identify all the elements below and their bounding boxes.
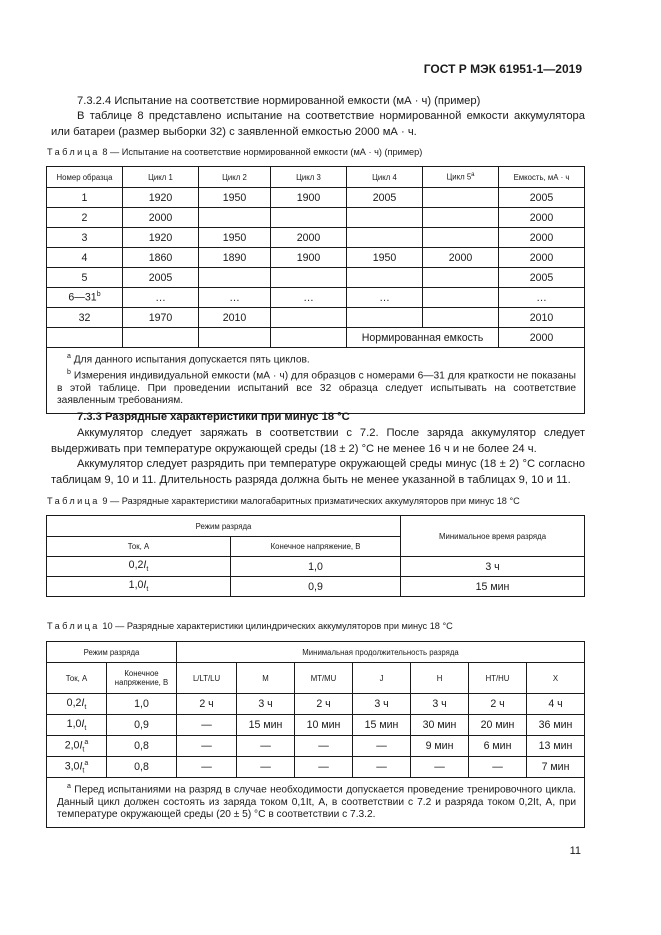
table-cell: 1860 [123,248,199,268]
table-cell: 2000 [499,208,585,228]
table-cell [347,268,423,288]
table-cell: 13 мин [527,736,585,757]
table-cell: $3,0I_t^a$ [47,757,107,778]
table-cell: … [271,288,347,308]
cell-type-header: J [353,663,411,694]
table-row [47,577,585,597]
table-cell: 2000 [499,248,585,268]
table-row [47,736,585,757]
table8-header-cell: Емкость, мА · ч [499,167,585,188]
table-cell: 2010 [199,308,271,328]
table-cell [199,268,271,288]
section-7-3-2-4-body: В таблице 8 представлено испытание на соответствие нормированной емкости аккумулятора или батареи (размер выборки 32) с заявленной емкостью 2000 мА · ч. [51,110,585,138]
table-row [47,268,585,288]
table-cell: 2 [47,208,123,228]
table-row [47,694,585,715]
footnote-a: $^a$ Для данного испытания допускается пять циклов. [67,353,310,366]
table8-footnotes-row [47,348,585,414]
table-cell: 9 мин [411,736,469,757]
cell-type-header: M [237,663,295,694]
table-cell: $0,2I_t$ [47,694,107,715]
table-cell: 30 мин [411,715,469,736]
table-row [47,328,585,348]
table-cell [271,208,347,228]
table-cell: 2 ч [295,694,353,715]
cell-type-header: H [411,663,469,694]
table-row [47,308,585,328]
section-7-3-3-paragraph-1: Аккумулятор следует заряжать в соответствии с 7.2. После заряда аккумулятор следует выдерживать при температуре окружающей среды (18 ± 2) °С не менее 16 ч и не более 24 ч. [51,427,585,455]
table-cell: 1920 [123,228,199,248]
table-cell: 2 ч [469,694,527,715]
table-cell: $1,0I_t$ [47,577,231,597]
table-cell: 2005 [499,188,585,208]
discharge-mode-header: Режим разряда [47,516,401,537]
end-voltage-header: Конечное напряжение, В [231,537,401,557]
table-cell: 1,0 [231,557,401,577]
table-cell [423,228,499,248]
table8-header-row [47,167,585,188]
table-cell: 2005 [123,268,199,288]
table-row [47,288,585,308]
table-cell: 0,9 [107,715,177,736]
table-cell [423,188,499,208]
min-duration-header: Минимальная продолжительность разряда [177,642,585,663]
table-cell: 1920 [123,188,199,208]
rated-capacity-label: Нормированная емкость [347,328,499,348]
table-cell: — [177,715,237,736]
table10-footnote-row [47,778,585,828]
table-cell: — [295,757,353,778]
table-cell: … [347,288,423,308]
table-row [47,188,585,208]
end-voltage-header: Конечное напряжение, В [107,663,177,694]
table-cell: $2,0I_t^a$ [47,736,107,757]
table-cell: 3 ч [353,694,411,715]
table-row [47,757,585,778]
current-header: Ток, А [47,663,107,694]
table-cell: 6 мин [469,736,527,757]
table-cell [423,308,499,328]
table-cell: 7 мин [527,757,585,778]
table-cell: 4 [47,248,123,268]
table8-caption: Таблица 8 — Испытание на соответствие нормированной емкости (мА · ч) (пример) [47,147,423,157]
discharge-mode-header: Режим разряда [47,642,177,663]
table-cell: 1950 [347,248,423,268]
table-cell [347,308,423,328]
table-cell [123,328,199,348]
table-cell [271,308,347,328]
table-cell: 2000 [499,228,585,248]
table10-header-row [47,642,585,663]
table-cell: 2000 [271,228,347,248]
table8-header-cell: Цикл 1 [123,167,199,188]
table-cell: 15 мин [237,715,295,736]
table8-header-cell: Цикл 3 [271,167,347,188]
table-row [47,715,585,736]
table-cell: — [177,757,237,778]
table-cell: 20 мин [469,715,527,736]
footnote-b: $^b$ Измерения индивидуальной емкости (мА · ч) для образцов с номерами 6—31 для краткости не показаны в этой таблице. При проведении испытаний все 32 образца следует испытывать на соответствие заявленным требованиям. [57,368,576,407]
document-id: ГОСТ Р МЭК 61951-1—2019 [423,62,582,76]
table-cell: 2005 [347,188,423,208]
table-cell [347,228,423,248]
table-cell [271,328,347,348]
table9 [46,515,585,597]
table-cell [423,208,499,228]
table-cell: — [469,757,527,778]
cell-type-header: HT/HU [469,663,527,694]
table-cell: 3 ч [237,694,295,715]
table-cell: 2000 [423,248,499,268]
table-cell: 1 [47,188,123,208]
footnote-marker: b [96,291,101,299]
table-cell: 6—31$^b$ [47,288,123,308]
table9-header-row [47,516,585,537]
table-cell: — [177,736,237,757]
table10 [46,641,585,828]
table8 [46,166,585,414]
section-7-3-2-4-heading: 7.3.2.4 Испытание на соответствие нормированной емкости (мА · ч) (пример) [77,95,481,107]
table-cell: 4 ч [527,694,585,715]
section-7-3-3-paragraph-2: Аккумулятор следует разрядить при температуре окружающей среды минус (18 ± 2) °С согласно таблицам 9, 10 и 11. Длительность разряда должна быть не менее указанной в таблицах 9, 10 и 11. [51,458,585,486]
table-cell: $0,2I_t$ [47,557,231,577]
footnote-marker: a [471,172,475,179]
table-cell: 32 [47,308,123,328]
table-cell: 36 мин [527,715,585,736]
table-cell [199,208,271,228]
table-cell: 2005 [499,268,585,288]
table-cell: 0,8 [107,757,177,778]
table10-caption: Таблица 10 — Разрядные характеристики цилиндрических аккумуляторов при минус 18 °С [47,621,453,631]
page-number: 11 [569,845,581,857]
table-cell: — [237,757,295,778]
table-cell: 3 ч [401,557,585,577]
table-cell: … [499,288,585,308]
table-cell: … [199,288,271,308]
table-cell: 15 мин [353,715,411,736]
table-cell [47,328,123,348]
table8-header-cell: Цикл 5$^a$ [423,167,499,188]
table-cell: — [353,736,411,757]
table9-caption: Таблица 9 — Разрядные характеристики малогабаритных призматических аккумуляторов при минус 18 °С [47,496,520,506]
min-discharge-time-header: Минимальное время разряда [401,516,585,557]
current-header: Ток, А [47,537,231,557]
table-cell: 1890 [199,248,271,268]
table-cell: 0,8 [107,736,177,757]
table-row [47,228,585,248]
table-cell: 0,9 [231,577,401,597]
table-row [47,248,585,268]
table-cell [423,288,499,308]
table-cell: 3 ч [411,694,469,715]
rated-capacity-value: 2000 [499,328,585,348]
table-cell: — [411,757,469,778]
table-cell: 1970 [123,308,199,328]
table-cell: 2 ч [177,694,237,715]
table-cell: 1950 [199,228,271,248]
table-cell: 5 [47,268,123,288]
table-row [47,557,585,577]
cell-type-header: MT/MU [295,663,353,694]
table-cell: 10 мин [295,715,353,736]
table10-footnote [47,778,585,828]
table-cell [271,268,347,288]
table8-header-cell: Цикл 4 [347,167,423,188]
table-cell: — [295,736,353,757]
table-cell: … [123,288,199,308]
table-cell: 1900 [271,188,347,208]
table8-header-cell: Номер образца [47,167,123,188]
table-cell: — [237,736,295,757]
table-cell [347,208,423,228]
table-cell: 2000 [123,208,199,228]
table-cell: $1,0I_t$ [47,715,107,736]
table-cell [199,328,271,348]
table-cell: 1,0 [107,694,177,715]
table-row [47,208,585,228]
table-cell [423,268,499,288]
footnote-a: $^a$ Перед испытаниями на разряд в случае необходимости допускается проведение тренировочного цикла. Данный цикл должен состоять из заряда током 0,1It, А, в соответствии с 7.2 и разряда током 0,2It, А, при температуре окружающей среды (20 ± 5) °С в соответствии с 7.3.2. [57,783,577,821]
table-cell: 15 мин [401,577,585,597]
table8-header-cell: Цикл 2 [199,167,271,188]
table-cell: — [353,757,411,778]
table-cell: 3 [47,228,123,248]
table8-footnotes [47,348,585,414]
table-cell: 2010 [499,308,585,328]
table-cell: 1950 [199,188,271,208]
cell-type-header: X [527,663,585,694]
table-cell: 1900 [271,248,347,268]
section-7-3-3-heading: 7.3.3 Разрядные характеристики при минус 18 °С [77,411,350,423]
table10-subheader-row [47,663,585,694]
cell-type-header: L/LT/LU [177,663,237,694]
